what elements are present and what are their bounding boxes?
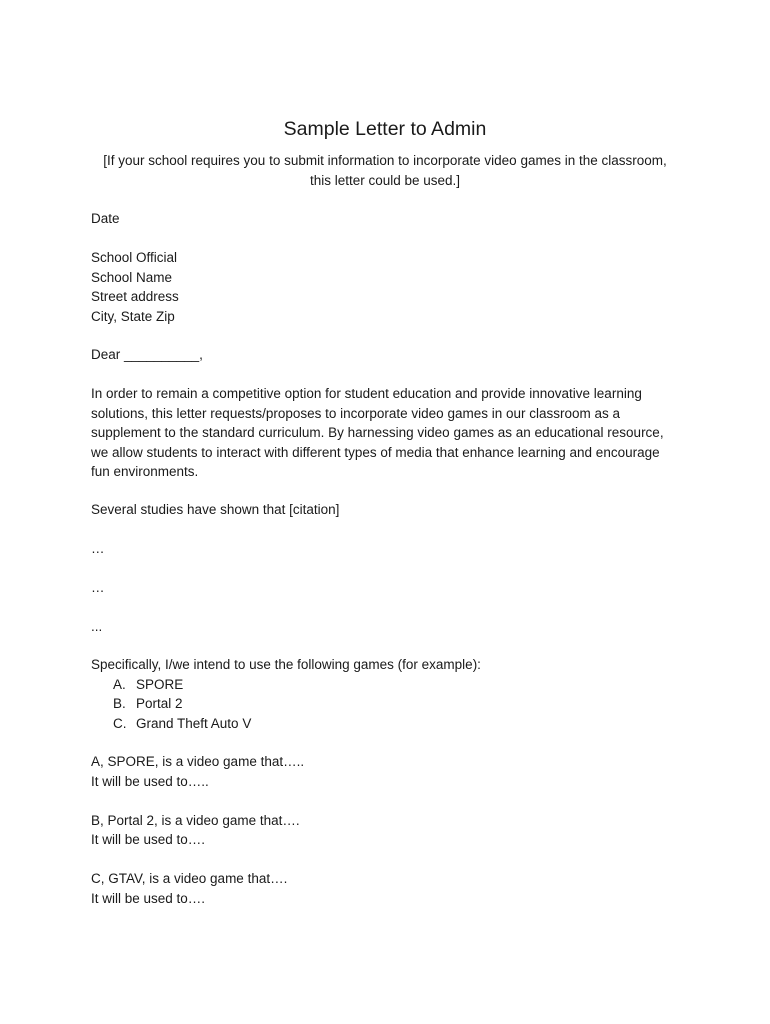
- subtitle-line: [If your school requires you to submit information to incorporate video games in the classroom,: [103, 153, 667, 168]
- intro-line: In order to remain a competitive option for student education and provide innovative learning: [91, 386, 642, 401]
- ellipsis-line: ...: [91, 619, 103, 634]
- address-line-official: School Official: [91, 250, 178, 265]
- list-marker: C.: [113, 715, 127, 731]
- ellipsis-line: …: [91, 580, 105, 595]
- studies-line: Several studies have shown that [citation]: [91, 502, 340, 517]
- list-item: [113, 714, 251, 734]
- game-name: SPORE: [136, 676, 184, 692]
- games-intro: Specifically, I/we intend to use the following games (for example):: [91, 657, 481, 672]
- intro-line: supplement to the standard curriculum. By harnessing video games as an educational resource,: [91, 425, 664, 440]
- game-usage-line: It will be used to….: [91, 890, 206, 906]
- game-name: Grand Theft Auto V: [136, 715, 252, 731]
- date-line: Date: [91, 211, 120, 226]
- list-marker: A.: [113, 676, 126, 692]
- list-item: [113, 694, 183, 714]
- intro-line: solutions, this letter requests/proposes to incorporate video games in our classroom as a: [91, 405, 621, 421]
- list-marker: B.: [113, 696, 126, 711]
- address-line-street: Street address: [91, 289, 179, 304]
- ellipsis-line: …: [91, 541, 105, 556]
- salutation: Dear __________,: [91, 347, 203, 362]
- game-description-line: B, Portal 2, is a video game that….: [91, 812, 300, 828]
- game-description-line: A, SPORE, is a video game that…..: [91, 754, 305, 769]
- game-usage-line: It will be used to…..: [91, 773, 209, 789]
- subtitle-note: [90, 151, 680, 190]
- page-title: Sample Letter to Admin: [283, 118, 487, 140]
- intro-line: fun environments.: [91, 464, 199, 479]
- game-usage-line: It will be used to….: [91, 832, 206, 847]
- subtitle-line: this letter could be used.]: [309, 172, 461, 188]
- address-line-city: City, State Zip: [91, 308, 175, 324]
- intro-paragraph: [91, 384, 691, 482]
- address-line-school: School Name: [91, 269, 173, 285]
- intro-line: we allow students to interact with different types of media that enhance learning and encourage: [91, 444, 660, 460]
- list-item: [113, 675, 183, 695]
- game-name: Portal 2: [136, 696, 183, 711]
- game-description-line: C, GTAV, is a video game that….: [91, 871, 288, 886]
